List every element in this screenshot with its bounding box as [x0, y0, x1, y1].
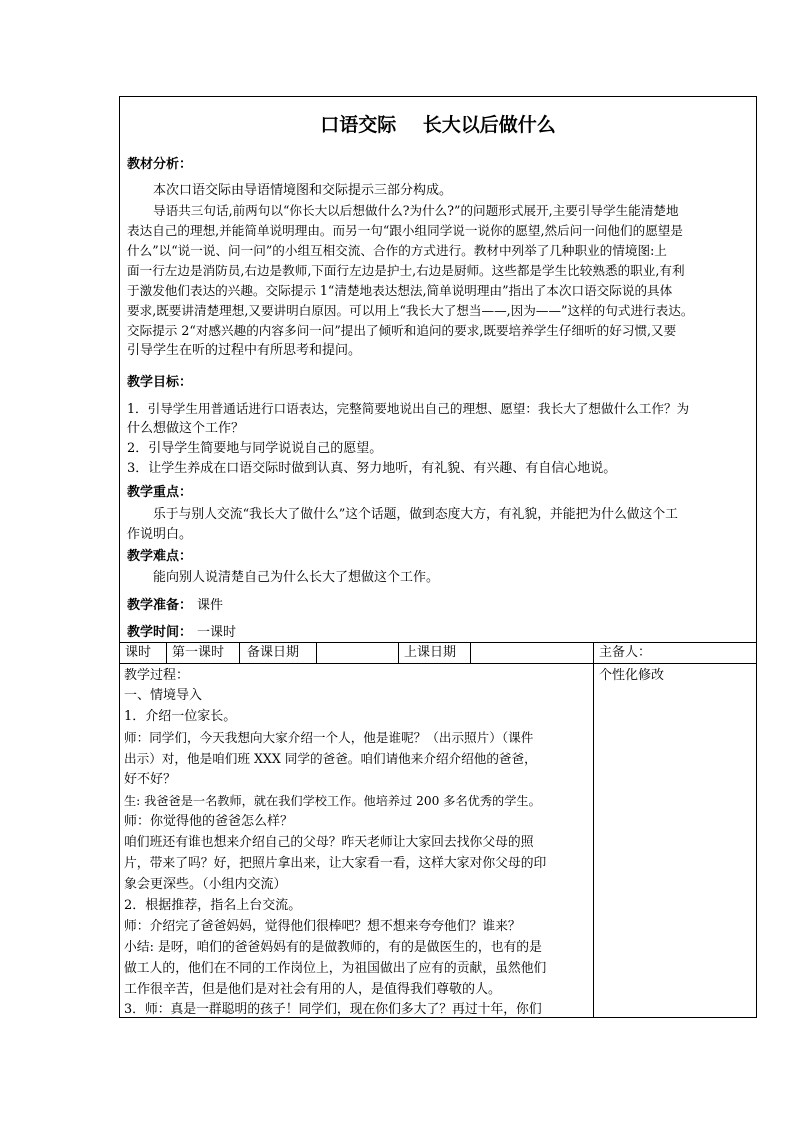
analysis-line: 表达自己的理想,并能简单说明理由。而另一句“跟小组同学说一说你的愿望,然后问一问他们的愿望是	[127, 223, 683, 238]
difficulty-line: 能向别人说清楚自己为什么长大了想做这个工作。	[153, 570, 440, 585]
key-points-line: 作说明白。	[127, 527, 193, 542]
process-line: 师：同学们，今天我想向大家介绍一个人，他是谁呢？（出示照片）（课件	[124, 730, 534, 745]
analysis-heading: 教材分析：	[127, 157, 193, 172]
time-value: 一课时	[197, 625, 237, 640]
goals-line: 3．让学生养成在口语交际时做到认真、努力地听，有礼貌、有兴趣、有自信心地说。	[127, 461, 617, 476]
analysis-line: 引导学生在听的过程中有所思考和提问。	[127, 343, 362, 358]
key-points-heading: 教学重点：	[127, 485, 193, 500]
divider-lesson-value	[239, 642, 240, 663]
process-line: 1．介绍一位家长。	[124, 709, 237, 724]
process-line: 一、情境导入	[124, 688, 203, 703]
divider-class-date-value	[470, 642, 471, 663]
goals-line: 2．引导学生简要地与同学说说自己的愿望。	[127, 441, 383, 456]
process-line: 出示）对，他是咱们班 XXX 同学的爸爸。咱们请他来介绍介绍他的爸爸，	[124, 751, 537, 766]
process-line: 生: 我爸爸是一名教师，就在我们学校工作。他培养过 200 多名优秀的学生。	[124, 794, 541, 808]
divider-side-column	[593, 642, 594, 1018]
preparation-heading: 教学准备：	[127, 598, 193, 613]
process-line: 好不好？	[124, 772, 177, 787]
goals-line: 1．引导学生用普通话进行口语表达，完整简要地说出自己的理想、愿望：我长大了想做什么工作？为	[127, 401, 690, 416]
page-title: 口语交际 长大以后做什么	[320, 114, 556, 136]
analysis-line: 本次口语交际由导语情境图和交际提示三部分构成。	[153, 183, 453, 198]
personalized-edit-label: 个性化修改	[599, 668, 665, 683]
process-line: 师：你觉得他的爸爸怎么样？	[124, 814, 294, 829]
preparation-value: 课件	[197, 598, 224, 613]
analysis-line: 什么”以“说一说、问一问”的小组互相交流、合作的方式进行。教材中列举了几种职业的情境图:上	[127, 243, 667, 258]
lesson-label: 课时	[125, 645, 152, 660]
analysis-line: 导语共三句话,前两句以“你长大以后想做什么?为什么?”的问题形式展开,主要引导学生能清楚地	[153, 203, 679, 218]
divider-class-date-label	[398, 642, 399, 663]
process-line: 工作很辛苦，但是他们是对社会有用的人，是值得我们尊敬的人。	[124, 982, 502, 997]
info-row-bottom-line	[119, 663, 757, 664]
process-line: 教学过程：	[124, 668, 190, 683]
divider-prep-date	[316, 642, 317, 663]
preparer-label: 主备人：	[599, 645, 652, 660]
process-line: 师：介绍完了爸爸妈妈，觉得他们很棒吧？想不想来夸夸他们？谁来？	[124, 919, 521, 934]
process-line: 2．根据推荐，指名上台交流。	[124, 898, 302, 913]
process-line: 象会更深些。（小组内交流）	[124, 877, 287, 892]
process-line: 片，带来了吗？好，把照片拿出来，让大家看一看，这样大家对你父母的印	[124, 856, 547, 871]
class-date-label: 上课日期	[404, 645, 457, 660]
analysis-line: 交际提示 2“对感兴趣的内容多问一问”提出了倾听和追问的要求,既要培养学生仔细听的好习惯,又要	[127, 323, 677, 338]
process-line: 3．师：真是一群聪明的孩子！同学们，现在你们多大了？再过十年，你们	[124, 1002, 542, 1017]
difficulty-heading: 教学难点：	[127, 549, 193, 564]
goals-heading: 教学目标：	[127, 375, 193, 390]
goals-line: 什么想做这个工作？	[127, 421, 245, 436]
analysis-line: 要求,既要讲清楚理想,又要讲明白原因。可以用上“我长大了想当——,因为——”这样的句式进行表达。	[127, 303, 694, 318]
analysis-line: 面一行左边是消防员,右边是教师,下面行左边是护士,右边是厨师。这些都是学生比较熟悉的职业,有利	[127, 263, 685, 278]
divider-lesson	[166, 642, 167, 663]
info-row-top-line	[119, 642, 757, 643]
process-line: 小结: 是呀，咱们的爸爸妈妈有的是做教师的，有的是做医生的，也有的是	[124, 940, 542, 955]
key-points-line: 乐于与别人交流“我长大了做什么”这个话题，做到态度大方，有礼貌，并能把为什么做这个工	[153, 507, 678, 522]
lesson-value: 第一课时	[172, 645, 225, 660]
time-heading: 教学时间：	[127, 625, 193, 640]
analysis-line: 于激发他们表达的兴趣。交际提示 1“清楚地表达想法,简单说明理由”指出了本次口语交际说的具体	[127, 283, 673, 298]
process-line: 做工人的，他们在不同的工作岗位上，为祖国做出了应有的贡献，虽然他们	[124, 961, 547, 976]
process-line: 咱们班还有谁也想来介绍自己的父母？昨天老师让大家回去找你父母的照	[124, 835, 534, 850]
prep-date-label: 备课日期	[247, 645, 300, 660]
